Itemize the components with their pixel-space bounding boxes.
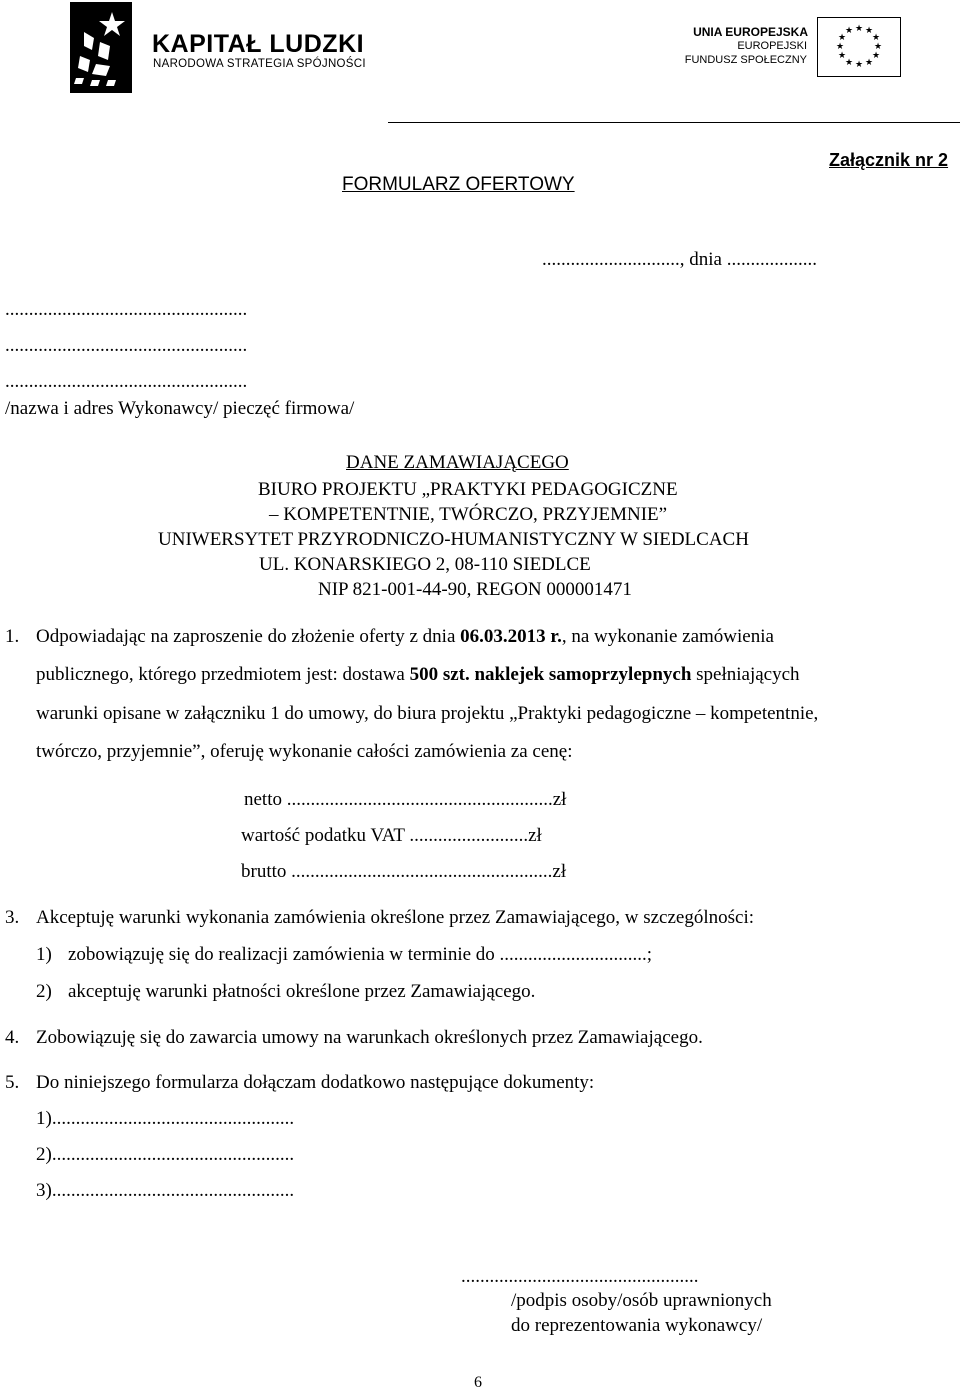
kapital-ludzki-emblem-icon xyxy=(70,2,132,93)
document-line-1: 1)................................................... xyxy=(36,1108,295,1129)
signature-dots: .................................................. xyxy=(461,1266,699,1287)
svg-text:★: ★ xyxy=(844,26,854,36)
item-3-text: Akceptuję warunki wykonania zamówienia określone przez Zamawiającego, w szczególności: xyxy=(36,907,755,928)
svg-text:★: ★ xyxy=(837,51,847,61)
item-3-sub-2-number: 2) xyxy=(36,981,52,1002)
kapital-ludzki-title: KAPITAŁ LUDZKI xyxy=(152,30,365,58)
item-1-line-3: warunki opisane w załączniku 1 do umowy, do biura projektu „Praktyki pedagogiczne – kompetentnie, xyxy=(36,703,819,724)
svg-text:★: ★ xyxy=(864,58,874,68)
svg-text:★: ★ xyxy=(854,60,864,70)
item-3-number: 3. xyxy=(5,907,20,928)
signature-caption-2: do reprezentowania wykonawcy/ xyxy=(511,1315,763,1336)
svg-text:★: ★ xyxy=(835,42,845,52)
item-3-sub-1: zobowiązuję się do realizacji zamówienia w terminie do ...............................; xyxy=(68,944,653,965)
document-line-3: 3)................................................... xyxy=(36,1180,295,1201)
item-1-line-1 xyxy=(36,626,774,648)
contractor-caption: /nazwa i adres Wykonawcy/ pieczęć firmowa/ xyxy=(5,398,355,419)
header-divider xyxy=(388,122,960,123)
contractor-dots-2: ................................................... xyxy=(5,335,248,356)
buyer-line-2: – KOMPETENTNIE, TWÓRCZO, PRZYJEMNIE” xyxy=(269,504,668,525)
buyer-line-1: BIURO PROJEKTU „PRAKTYKI PEDAGOGICZNE xyxy=(258,479,678,500)
offer-date: 06.03.2013 r. xyxy=(460,626,562,647)
eu-stars-icon xyxy=(818,18,900,76)
svg-text:★: ★ xyxy=(854,24,864,34)
item-1-number: 1. xyxy=(5,626,20,647)
page-number: 6 xyxy=(474,1374,482,1391)
contractor-dots-3: ................................................... xyxy=(5,371,248,392)
item-1-line-4: twórczo, przyjemnie”, oferuję wykonanie całości zamówienia za cenę: xyxy=(36,741,573,762)
item-3-sub-1-number: 1) xyxy=(36,944,52,965)
svg-text:★: ★ xyxy=(837,33,847,43)
svg-text:★: ★ xyxy=(844,58,854,68)
buyer-line-3: UNIWERSYTET PRZYRODNICZO-HUMANISTYCZNY W SIEDLCACH xyxy=(158,529,749,550)
price-netto: netto ........................................................zł xyxy=(244,789,567,810)
eu-flag-logo xyxy=(817,17,901,77)
document-line-2: 2)................................................... xyxy=(36,1144,295,1165)
item-5-text: Do niniejszego formularza dołączam dodatkowo następujące dokumenty: xyxy=(36,1072,595,1093)
eu-subtitle-2: FUNDUSZ SPOŁECZNY xyxy=(684,54,807,66)
order-subject: 500 szt. naklejek samoprzylepnych xyxy=(409,664,692,685)
buyer-heading: DANE ZAMAWIAJĄCEGO xyxy=(346,452,569,473)
price-brutto: brutto .......................................................zł xyxy=(241,861,567,882)
svg-text:★: ★ xyxy=(871,33,881,43)
svg-text:★: ★ xyxy=(864,26,874,36)
svg-text:★: ★ xyxy=(871,51,881,61)
item-1-text-2a: publicznego, którego przedmiotem jest: dostawa xyxy=(36,664,410,685)
item-4-text: Zobowiązuję się do zawarcia umowy na warunkach określonych przez Zamawiającego. xyxy=(36,1027,703,1048)
kapital-ludzki-subtitle: NARODOWA STRATEGIA SPÓJNOŚCI xyxy=(153,58,366,70)
item-1-text-c: , na wykonanie zamówienia xyxy=(561,626,774,647)
item-5-number: 5. xyxy=(5,1072,20,1093)
signature-caption-1: /podpis osoby/osób uprawnionych xyxy=(511,1290,772,1311)
item-4-number: 4. xyxy=(5,1027,20,1048)
price-vat: wartość podatku VAT .........................zł xyxy=(241,825,542,846)
item-1-text-a: Odpowiadając na zaproszenie do złożenie oferty z dnia xyxy=(36,626,461,647)
attachment-label: Załącznik nr 2 xyxy=(829,150,949,170)
kapital-ludzki-logo xyxy=(70,2,132,93)
buyer-line-4: UL. KONARSKIEGO 2, 08-110 SIEDLCE xyxy=(259,554,591,575)
item-1-text-2c: spełniających xyxy=(691,664,800,685)
eu-subtitle-1: EUROPEJSKI xyxy=(737,40,807,52)
item-1-line-2 xyxy=(36,664,800,686)
eu-title: UNIA EUROPEJSKA xyxy=(693,25,808,39)
item-3-sub-2: akceptuję warunki płatności określone przez Zamawiającego. xyxy=(68,981,536,1002)
svg-text:★: ★ xyxy=(873,42,883,52)
form-title: FORMULARZ OFERTOWY xyxy=(342,174,575,195)
date-line: ............................., dnia ................... xyxy=(542,249,817,270)
contractor-dots-1: ................................................... xyxy=(5,299,248,320)
buyer-line-5: NIP 821-001-44-90, REGON 000001471 xyxy=(318,579,632,600)
